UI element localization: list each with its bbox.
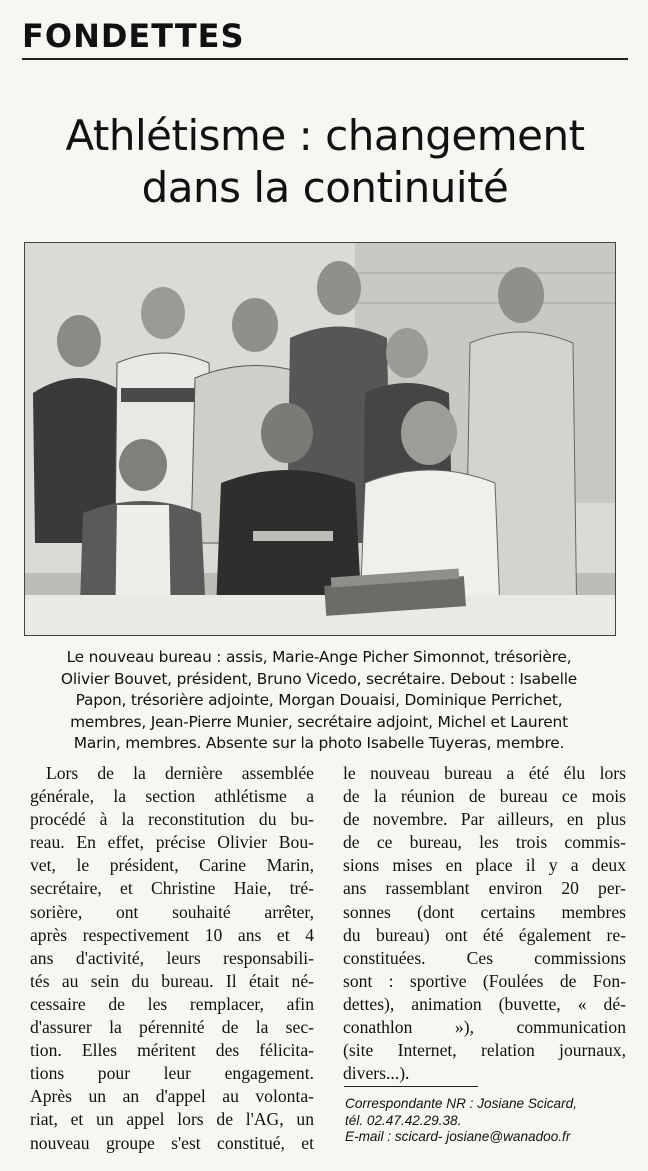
article-line: tions pour leur engagement. bbox=[30, 1063, 314, 1084]
article-line: procédé à la reconstitution du bu- bbox=[30, 809, 314, 830]
caption-line: Marin, membres. Absente sur la photo Isabelle Tuyeras, membre. bbox=[73, 734, 565, 753]
article-line: le nouveau bureau a été élu lors bbox=[343, 763, 626, 783]
article-line: nouveau groupe s'est constitué, et bbox=[30, 1132, 314, 1153]
article-line: de ce bureau, les trois commis- bbox=[343, 832, 626, 853]
article-line: sorière, ont souhaité arrêter, bbox=[30, 901, 314, 922]
article-line: conathlon »), communication bbox=[343, 1017, 626, 1038]
article-line: constituées. Ces commissions bbox=[343, 947, 626, 968]
headline bbox=[22, 110, 628, 214]
article-line: du bureau) ont été également re- bbox=[343, 924, 626, 945]
article-line: riat, et un appel lors de l'AG, un bbox=[30, 1109, 314, 1130]
signature-email: E-mail : scicard- josiane@wanadoo.fr bbox=[345, 1129, 571, 1144]
article-line: divers...). bbox=[343, 1063, 410, 1084]
caption-line: Olivier Bouvet, président, Bruno Vicedo, secrétaire. Debout : Isabelle bbox=[60, 669, 578, 688]
article-line: d'assurer la pérennité de la sec- bbox=[30, 1017, 314, 1038]
signature-phone: tél. 02.47.42.29.38. bbox=[345, 1112, 462, 1128]
article-line: ans rassemblant environ 20 per- bbox=[343, 878, 626, 899]
article-line: tion. Elles méritent des félicita- bbox=[30, 1040, 314, 1061]
article-line: (site Internet, relation journaux, bbox=[343, 1040, 626, 1061]
article-line: de la réunion de bureau ce mois bbox=[343, 786, 626, 807]
article-line: après respectivement 10 ans et 4 bbox=[30, 924, 314, 945]
article-line: générale, la section athlétisme a bbox=[30, 786, 314, 807]
caption-line: Papon, trésorière adjointe, Morgan Douaisi, Dominique Perrichet, bbox=[75, 691, 563, 710]
article-line: sonnes (dont certains membres bbox=[343, 901, 626, 922]
article-line: ans d'activité, leurs responsabili- bbox=[30, 947, 314, 968]
article-line: dettes), animation (buvette, « dé- bbox=[343, 993, 626, 1014]
article-line: vet, le président, Carine Marin, bbox=[30, 855, 314, 876]
article-line: Après un an d'appel au volonta- bbox=[30, 1086, 314, 1107]
article-line: reau. En effet, précise Olivier Bou- bbox=[30, 832, 314, 853]
photo-caption bbox=[24, 647, 614, 755]
article-line: secrétaire, et Christine Haie, tré- bbox=[30, 878, 314, 899]
article-line: Lors de la dernière assemblée bbox=[46, 763, 314, 783]
article-line: cessaire de les remplacer, afin bbox=[30, 993, 314, 1014]
article-column-left bbox=[30, 762, 314, 1155]
article-column-right bbox=[343, 762, 626, 1085]
group-photo-illustration bbox=[25, 243, 615, 635]
correspondent-signature bbox=[345, 1096, 635, 1146]
article-line: sont : sportive (Foulées de Fon- bbox=[343, 970, 626, 991]
headline-line-1: Athlétisme : changement bbox=[65, 111, 585, 160]
section-title: FONDETTES bbox=[22, 17, 245, 55]
caption-line: Le nouveau bureau : assis, Marie-Ange Picher Simonnot, trésorière, bbox=[66, 648, 572, 666]
headline-line-2: dans la continuité bbox=[141, 163, 509, 212]
signature-name: Correspondante NR : Josiane Scicard, bbox=[345, 1096, 577, 1111]
caption-line: membres, Jean-Pierre Munier, secrétaire adjoint, Michel et Laurent bbox=[70, 712, 568, 731]
group-photo bbox=[24, 242, 616, 636]
article-line: de novembre. Par ailleurs, en plus bbox=[343, 809, 626, 830]
signature-divider bbox=[344, 1086, 478, 1087]
section-header bbox=[22, 18, 628, 60]
article-line: tés au sein du bureau. Il était né- bbox=[30, 970, 314, 991]
article-line: sions mises en place il y a deux bbox=[343, 855, 626, 876]
